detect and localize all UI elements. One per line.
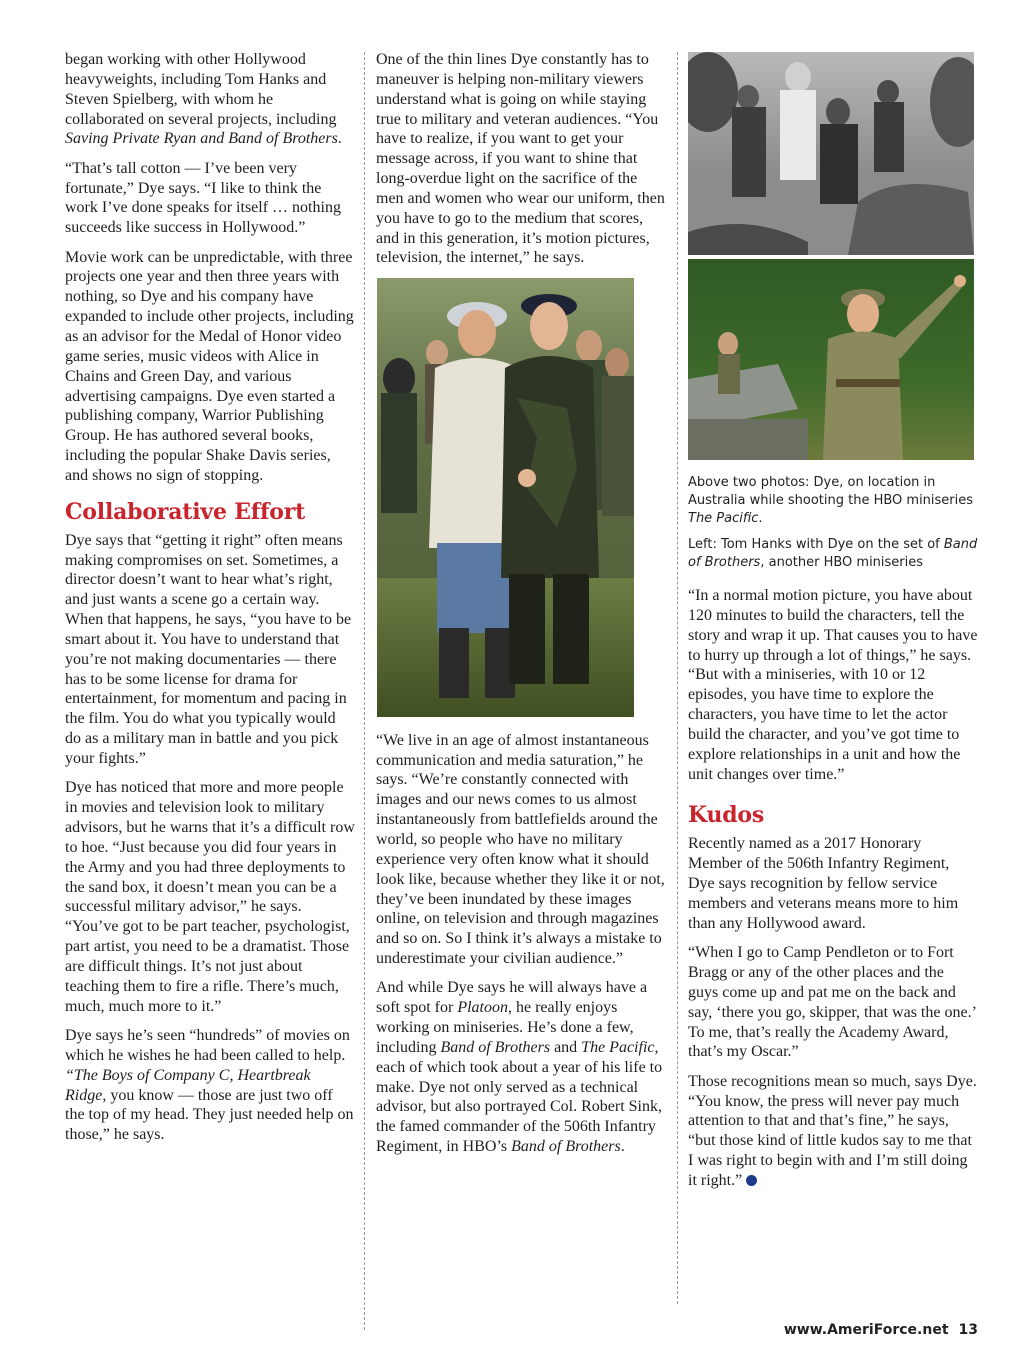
photo-pacific-set-bw xyxy=(688,52,974,255)
photo-hanks-and-dye-image xyxy=(377,278,634,717)
paragraph: “In a normal motion picture, you have about 120 minutes to build the characters, tell the story and wrap it up. That causes you to have to hurry up through a lot of things,” he says. “But with a miniseries, with 10 or 12 episodes, you have time to explore the characters, you have time to let the actor build the character, and you’ve got time to explore relationships in a unit and how the unit changes over time.” xyxy=(688,587,978,783)
paragraph: Dye says he’s seen “hundreds” of movies on which he wishes he had been called to help. “The Boys of Company C, Heartbreak Ridge, you know — those are just two off the top of my head. They just needed help on those,” he says. xyxy=(65,1026,354,1144)
photo-caption-left: Left: Tom Hanks with Dye on the set of Band of Brothers, another HBO miniseries xyxy=(688,537,978,570)
photo-dye-pointing xyxy=(688,259,974,460)
end-of-article-dot-icon xyxy=(746,1175,757,1186)
paragraph: Dye has noticed that more and more people in movies and television look to military advisors, but he warns that it’s a difficult row to hoe. “Just because you did four years in the Army and you had three deployments to the sand box, it doesn’t mean you can be a successful military advisor,” he says. “You’ve got to be part teacher, psychologist, part artist, you need to be a dramatist. Those are difficult things. It’s not just about teaching them to fire a rifle. There’s much, much, much more to it.” xyxy=(65,779,355,1015)
paragraph: “When I go to Camp Pendleton or to Fort Bragg or any of the other places and the guys come up and pat me on the back and say, ‘there you go, skipper, that was the one.’ To me, that’s really the Academy Award, that’s my Oscar.” xyxy=(688,944,976,1061)
paragraph: Recently named as a 2017 Honorary Member of the 506th Infantry Regiment, Dye says recognition by fellow service members and veterans means more to him than any Hollywood award. xyxy=(688,835,959,932)
photo-pacific-set-bw-image xyxy=(688,52,974,255)
page-footer xyxy=(784,1322,978,1338)
article-column-2 xyxy=(376,50,666,1167)
paragraph: Dye says that “getting it right” often means making compromises on set. Sometimes, a director doesn’t want to hear what’s right, and just wants a scene go a certain way. When that happens, he says, “you have to be smart about it. You have to understand that you’re not making documentaries — there has to be some license for drama for entertainment, for momentum and pacing in the film. You do what you typically would do as a military man in battle and you pick your fights.” xyxy=(65,531,352,767)
section-heading-kudos: Kudos xyxy=(688,802,765,829)
photo-dye-pointing-image xyxy=(688,259,974,460)
footer-url: www.AmeriForce.net xyxy=(783,1322,949,1338)
section-heading-collaborative-effort: Collaborative Effort xyxy=(65,498,306,525)
column-divider xyxy=(677,52,678,1304)
paragraph: “That’s tall cotton — I’ve been very fortunate,” Dye says. “I like to think the work I’ve done speaks for itself … nothing succeeds like success in Hollywood.” xyxy=(65,159,341,237)
article-column-3 xyxy=(688,50,978,1200)
paragraph: Those recognitions mean so much, says Dye. “You know, the press will never pay much attention to that and that’s fine,” he says, “but those kind of little kudos say to me that I was right to begin with and I’m still doing it right.” xyxy=(688,1072,977,1189)
paragraph: And while Dye says he will always have a soft spot for Platoon, he really enjoys working on miniseries. He’s done a few, including Band of Brothers and The Pacific, each of which took about a year of his life to make. Dye not only served as a technical advisor, but also portrayed Col. Robert Sink, the famed commander of the 506th Infantry Regiment, in HBO’s Band of Brothers. xyxy=(376,979,663,1156)
paragraph: began working with other Hollywood heavyweights, including Tom Hanks and Steven Spielberg, with whom he collaborated on several projects, including Saving Private Ryan and Band of Brothers. xyxy=(65,51,342,148)
page-number: 13 xyxy=(958,1322,978,1338)
article-column-1 xyxy=(65,50,355,1155)
column-divider xyxy=(364,52,365,1330)
paragraph: Movie work can be unpredictable, with three projects one year and then three years with nothing, so Dye and his company have expanded to include other projects, including as an advisor for the Medal of Honor video game series, music videos with Alice in Chains and Green Day, and various advertising campaigns. Dye even started a publishing company, Warrior Publishing Group. He has authored several books, including the popular Shake Davis series, and shows no sign of stopping. xyxy=(65,248,354,484)
photo-caption-top: Above two photos: Dye, on location in Australia while shooting the HBO miniseries The Pacific. xyxy=(688,475,974,526)
paragraph: One of the thin lines Dye constantly has to maneuver is helping non-military viewers understand what is going on while staying true to military and veteran audiences. “You have to realize, if you want to get your message across, if you want to shine that long-overdue light on the sacrifice of the men and women who wear our uniform, then you have to go to the medium that scores, and in this generation, it’s motion pictures, television, the internet,” he says. xyxy=(376,51,665,267)
photo-hanks-and-dye xyxy=(377,278,634,717)
paragraph: “We live in an age of almost instantaneous communication and media saturation,” he says. “We’re constantly connected with images and our news comes to us almost instantaneously from battlefields around the world, so people who have no military experience very often know what it should look like, because whether they like it or not, they’ve been inundated by these images online, on television and through magazines and so on. So I think it’s always a mistake to underestimate your civilian audience.” xyxy=(376,731,665,968)
